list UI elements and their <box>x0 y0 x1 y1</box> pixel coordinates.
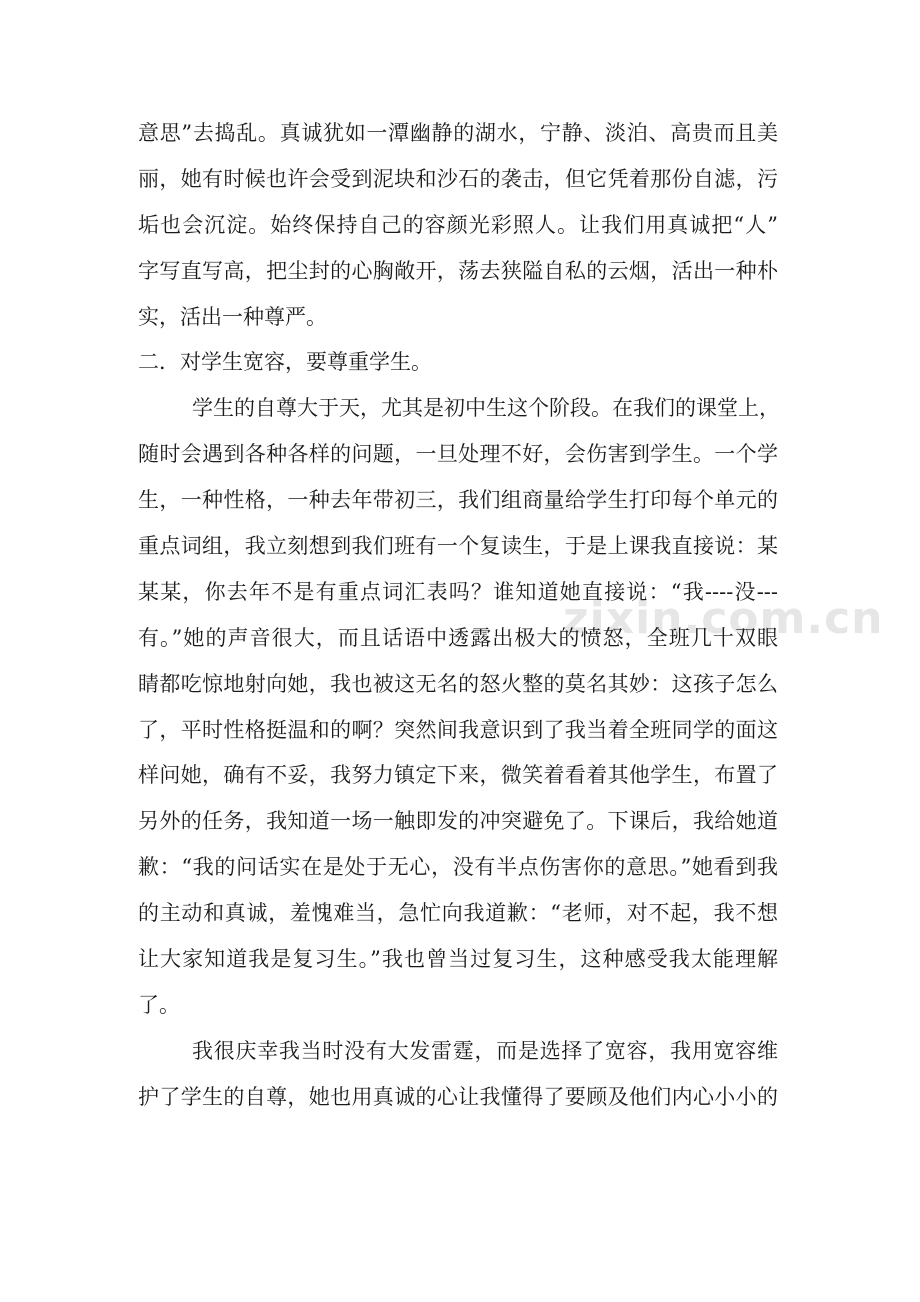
text-line: 另外的任务，我知道一场一触即发的冲突避免了。下课后，我给她道 <box>138 809 778 834</box>
watermark: zixin.com.cn <box>563 593 884 644</box>
text-line: 某某，你去年不是有重点词汇表吗？谁知道她直接说：“我----没--- <box>138 579 778 604</box>
section-heading: 二．对学生宽容，要尊重学生。 <box>138 350 432 375</box>
text-line: 丽，她有时候也许会受到泥块和沙石的袭击，但它凭着那份自滤，污 <box>138 166 778 191</box>
text-line: 了，平时性格挺温和的啊？突然间我意识到了我当着全班同学的面这 <box>138 717 778 742</box>
text-line: 随时会遇到各种各样的问题，一旦处理不好，会伤害到学生。一个学 <box>138 442 778 467</box>
text-line: 的主动和真诚，羞愧难当，急忙向我道歉：“老师，对不起，我不想 <box>138 901 778 926</box>
text-line: 有。”她的声音很大，而且话语中透露出极大的愤怒，全班几十双眼 <box>138 625 778 650</box>
text-line: 让大家知道我是复习生。”我也曾当过复习生，这种感受我太能理解 <box>138 947 778 972</box>
text-line: 歉：“我的问话实在是处于无心，没有半点伤害你的意思。”她看到我 <box>138 855 778 880</box>
text-line: 睛都吃惊地射向她，我也被这无名的怒火整的莫名其妙：这孩子怎么 <box>138 671 778 696</box>
text-line: 护了学生的自尊，她也用真诚的心让我懂得了要顾及他们内心小小的 <box>138 1084 778 1109</box>
text-line: 垢也会沉淀。始终保持自己的容颜光彩照人。让我们用真诚把“人” <box>138 212 778 237</box>
document-body <box>138 111 778 1121</box>
text-line: 我很庆幸我当时没有大发雷霆，而是选择了宽容，我用宽容维 <box>192 1038 778 1063</box>
text-line: 了。 <box>138 992 180 1017</box>
text-line: 字写直写高，把尘封的心胸敞开，荡去狭隘自私的云烟，活出一种朴 <box>138 258 778 283</box>
text-line: 学生的自尊大于天，尤其是初中生这个阶段。在我们的课堂上， <box>192 396 780 421</box>
text-line: 重点词组，我立刻想到我们班有一个复读生，于是上课我直接说：某 <box>138 534 778 559</box>
text-line: 生，一种性格，一种去年带初三，我们组商量给学生打印每个单元的 <box>138 488 778 513</box>
text-line: 意思”去捣乱。真诚犹如一潭幽静的湖水，宁静、淡泊、高贵而且美 <box>138 121 778 145</box>
text-line: 实，活出一种尊严。 <box>138 304 327 329</box>
text-line: 样问她，确有不妥，我努力镇定下来，微笑着看着其他学生，布置了 <box>138 763 778 788</box>
